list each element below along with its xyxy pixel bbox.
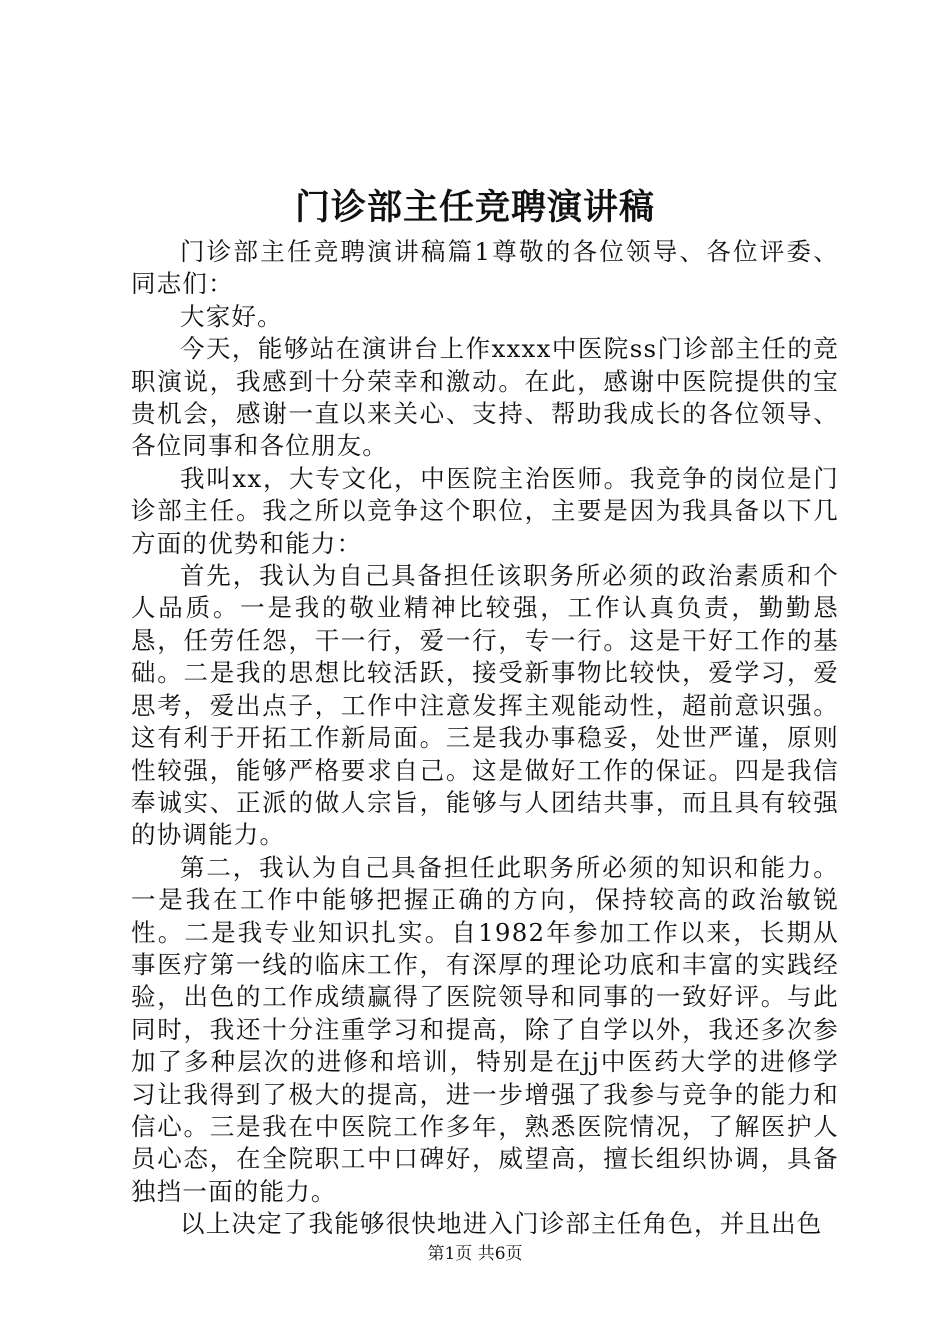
paragraph-conclusion-start: 以上决定了我能够很快地进入门诊部主任角色，并且出色 [180, 1209, 823, 1239]
paragraph-hello: 大家好。 [180, 301, 283, 331]
page-footer: 第1页 共6页 [427, 1244, 523, 1264]
document-body [131, 236, 839, 1241]
paragraph-first-quality: 首先，我认为自己具备担任该职务所必须的政治素质和个人品质。一是我的敬业精神比较强，工作认真负责，勤勤恳恳，任劳任怨，干一行，爱一行，专一行。这是干好工作的基础。二是我的思想比较活跃，接受新事物比较快，爱学习，爱思考，爱出点子，工作中注意发挥主观能动性，超前意识强。这有利于开拓工作新局面。三是我办事稳妥，处世严谨，原则性较强，能够严格要求自己。这是做好工作的保证。四是我信奉诚实、正派的做人宗旨，能够与人团结共事，而且具有较强的协调能力。 [131, 561, 839, 850]
paragraph-intro: 今天，能够站在演讲台上作xxxx中医院ss门诊部主任的竞职演说，我感到十分荣幸和激动。在此，感谢中医院提供的宝贵机会，感谢一直以来关心、支持、帮助我成长的各位领导、各位同事和各位朋友。 [131, 334, 839, 461]
paragraph-self-introduction: 我叫xx，大专文化，中医院主治医师。我竞争的岗位是门诊部主任。我之所以竞争这个职位，主要是因为我具备以下几方面的优势和能力： [131, 463, 839, 558]
paragraph-greeting: 门诊部主任竞聘演讲稿篇1尊敬的各位领导、各位评委、同志们： [131, 237, 839, 299]
paragraph-second-ability: 第二，我认为自己具备担任此职务所必须的知识和能力。一是我在工作中能够把握正确的方向，保持较高的政治敏锐性。二是我专业知识扎实。自1982年参加工作以来，长期从事医疗第一线的临床工作，有深厚的理论功底和丰富的实践经验，出色的工作成绩赢得了医院领导和同事的一致好评。与此同时，我还十分注重学习和提高，除了自学以外，我还多次参加了多种层次的进修和培训，特别是在jj中医药大学的进修学习让我得到了极大的提高，进一步增强了我参与竞争的能力和信心。三是我在中医院工作多年，熟悉医院情况，了解医护人员心态，在全院职工中口碑好，威望高，擅长组织协调，具备独挡一面的能力。 [131, 852, 839, 1206]
document-title: 门诊部主任竞聘演讲稿 [294, 187, 655, 228]
